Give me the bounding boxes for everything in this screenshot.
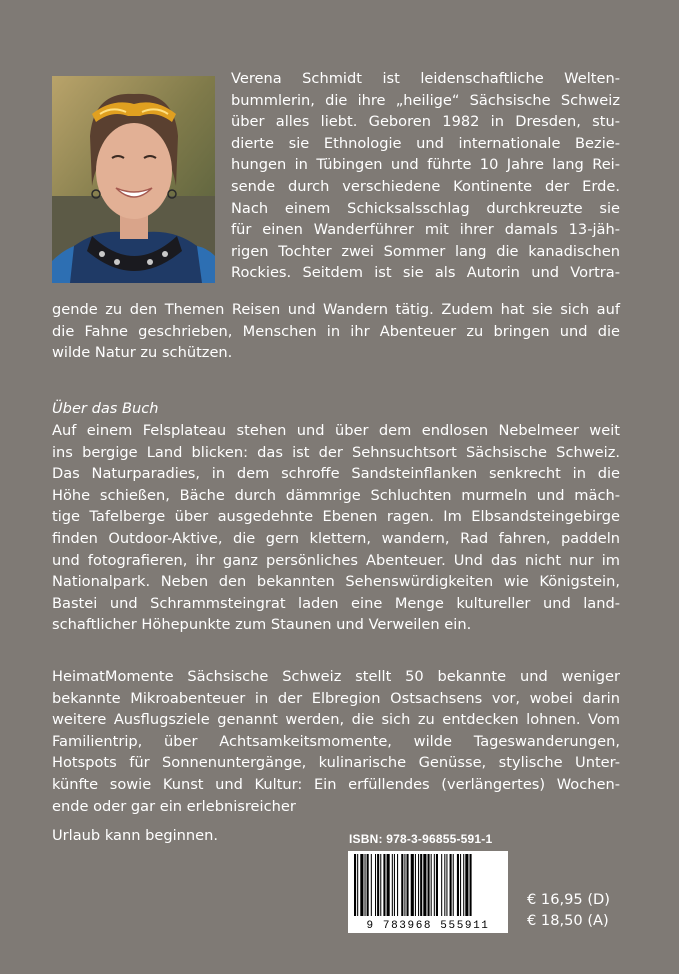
author-portrait-image — [52, 76, 215, 283]
book-description-line: Familientrip, über Achtsamkeitsmomente, wilde Tageswanderungen, — [52, 732, 620, 750]
author-bio-line: gende zu den Themen Reisen und Wandern tätig. Zudem hat sie sich auf — [52, 301, 620, 318]
book-description-paragraph-2 — [52, 666, 620, 817]
book-description-line: weitere Ausflugsziele genannt werden, die sich zu entdecken lohnen. Vom — [52, 711, 620, 729]
book-description-line: bekannte Mikroabenteuer in der Elbregion Ostsachsens vor, wobei darin — [52, 689, 620, 707]
author-bio-line: Verena Schmidt ist leidenschaftliche Welten- — [231, 70, 620, 87]
author-bio-line: sende durch verschiedene Kontinente der Erde. — [231, 177, 620, 195]
author-bio-line: die Fahne geschrieben, Menschen in ihr Abenteuer zu bringen und die — [52, 322, 620, 340]
book-description-line: HeimatMomente Sächsische Schweiz stellt 50 bekannte und weniger — [52, 668, 620, 685]
author-photo — [52, 76, 215, 283]
isbn-barcode — [348, 851, 508, 933]
author-bio-wrapped — [231, 68, 620, 284]
barcode-digits: 9 783968 555911 — [366, 920, 490, 932]
author-bio-line: rigen Tochter zwei Sommer lang die kanadischen — [231, 242, 620, 260]
book-description-line: Auf einem Felsplateau stehen und über dem endlosen Nebelmeer weit — [52, 422, 620, 439]
price-germany: € 16,95 (D) — [527, 891, 610, 908]
author-bio-line: wilde Natur zu schützen. — [52, 344, 233, 362]
book-description-line: künfte sowie Kunst und Kultur: Ein erfüllendes (verlängertes) Wochen- — [52, 775, 620, 793]
book-description-line: Bastei und Schrammsteingrat laden eine Menge kultureller und land- — [52, 594, 620, 612]
author-bio-line: bummlerin, die ihre „heilige“ Sächsische Schweiz — [231, 91, 620, 109]
author-bio-continued — [52, 299, 620, 364]
book-description-line: finden Outdoor-Aktive, die gern klettern, wandern, Rad fahren, paddeln — [52, 529, 620, 547]
book-description-line: und fotografieren, ihr ganz persönliches Abenteuer. Und das nicht nur im — [52, 551, 620, 569]
isbn-label: ISBN: 978-3-96855-591-1 — [349, 832, 493, 846]
author-bio-line: für einen Wanderführer mit ihrer damals 13-jäh- — [231, 221, 620, 239]
book-description-line: Nationalpark. Neben den bekannten Sehenswürdigkeiten wie Königstein, — [52, 573, 620, 591]
author-bio-line: dierte sie Ethnologie und internationale Bezie- — [231, 134, 620, 152]
barcode-bars — [348, 851, 508, 921]
author-bio-line: hungen in Tübingen und führte 10 Jahre lang Rei- — [231, 156, 620, 174]
book-description-paragraph-1 — [52, 420, 620, 636]
book-description-line: schaftlicher Höhepunkte zum Staunen und Verweilen ein. — [52, 616, 472, 634]
book-description-line: Hotspots für Sonnenuntergänge, kulinarische Genüsse, stylische Unter- — [52, 754, 620, 772]
book-description-final-line: Urlaub kann beginnen. — [52, 827, 219, 844]
price-austria: € 18,50 (A) — [527, 912, 609, 929]
book-description-line: tige Tafelberge über ausgedehnte Ebenen ragen. Im Elbsandsteingebirge — [52, 508, 620, 526]
author-bio-line: über alles liebt. Geboren 1982 in Dresden, stu- — [231, 113, 620, 131]
book-description-line: ende oder gar ein erlebnisreicher — [52, 797, 296, 815]
book-description-line: Höhe schießen, Bäche durch dämmrige Schluchten murmeln und mäch- — [52, 486, 620, 504]
author-bio-line: Rockies. Seitdem ist sie als Autorin und Vortra- — [231, 264, 620, 282]
book-description-line: ins bergige Land blicken: das ist der Sehnsuchtsort Sächsische Schweiz. — [52, 443, 620, 461]
book-description-line: Das Naturparadies, in dem schroffe Sandsteinflanken senkrecht in die — [52, 465, 620, 483]
book-section-title: Über das Buch — [52, 400, 159, 417]
author-bio-line: Nach einem Schicksalsschlag durchkreuzte sie — [231, 199, 620, 217]
